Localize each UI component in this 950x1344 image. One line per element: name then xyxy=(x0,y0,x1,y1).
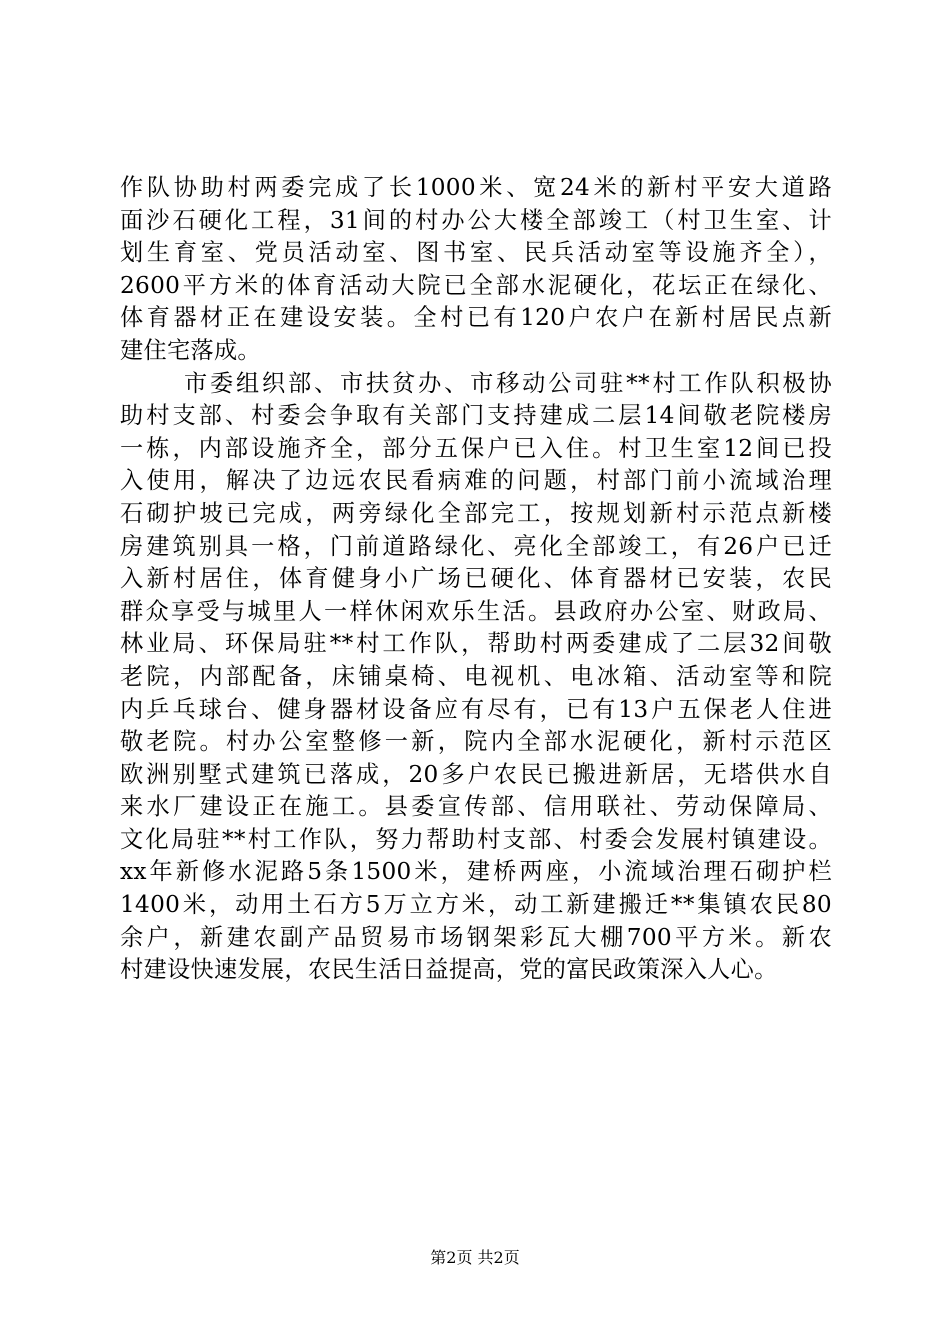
text-line: 文化局驻**村工作队，努力帮助村支部、村委会发展村镇建设。 xyxy=(120,825,832,853)
text-line: 建住宅落成。 xyxy=(120,336,261,364)
text-line: 石砌护坡已完成，两旁绿化全部完工，按规划新村示范点新楼 xyxy=(120,499,832,527)
text-line: 划生育室、党员活动室、图书室、民兵活动室等设施齐全）， xyxy=(120,239,832,267)
text-line: 入使用，解决了边远农民看病难的问题，村部门前小流域治理 xyxy=(120,467,832,495)
text-line: 市委组织部、市扶贫办、市移动公司驻**村工作队积极协 xyxy=(184,369,832,397)
text-line: 内乒乓球台、健身器材设备应有尽有，已有13户五保老人住进 xyxy=(120,695,832,723)
text-line: 面沙石硬化工程，31间的村办公大楼全部竣工（村卫生室、计 xyxy=(120,206,832,234)
text-line: 欧洲别墅式建筑已落成，20多户农民已搬进新居，无塔供水自 xyxy=(120,760,832,788)
text-line: xx年新修水泥路5条1500米，建桥两座，小流域治理石砌护栏 xyxy=(120,858,832,886)
paragraph xyxy=(120,172,832,368)
text-line: 余户，新建农副产品贸易市场钢架彩瓦大棚700平方米。新农 xyxy=(120,923,832,951)
text-line: 村建设快速发展，农民生活日益提高，党的富民政策深入人心。 xyxy=(120,956,778,984)
page-footer: 第2页 共2页 xyxy=(430,1248,520,1267)
text-line: 林业局、环保局驻**村工作队，帮助村两委建成了二层32间敬 xyxy=(120,630,832,658)
text-line: 1400米，动用土石方5万立方米，动工新建搬迁**集镇农民80 xyxy=(120,891,832,919)
text-line: 入新村居住，体育健身小广场已硬化、体育器材已安装，农民 xyxy=(120,565,832,593)
text-line: 房建筑别具一格，门前道路绿化、亮化全部竣工，有26户已迁 xyxy=(120,532,832,560)
text-line: 助村支部、村委会争取有关部门支持建成二层14间敬老院楼房 xyxy=(120,402,832,430)
text-line: 体育器材正在建设安装。全村已有120户农户在新村居民点新 xyxy=(120,304,832,332)
document-body xyxy=(120,172,832,987)
paragraph xyxy=(120,368,832,987)
text-line: 老院，内部配备，床铺桌椅、电视机、电冰箱、活动室等和院 xyxy=(120,662,832,690)
text-line: 群众享受与城里人一样休闲欢乐生活。县政府办公室、财政局、 xyxy=(120,597,832,625)
text-line: 来水厂建设正在施工。县委宣传部、信用联社、劳动保障局、 xyxy=(120,793,832,821)
text-line: 敬老院。村办公室整修一新，院内全部水泥硬化，新村示范区 xyxy=(120,728,832,756)
text-line: 一栋，内部设施齐全，部分五保户已入住。村卫生室12间已投 xyxy=(120,434,832,462)
text-line: 2600平方米的体育活动大院已全部水泥硬化，花坛正在绿化、 xyxy=(120,271,832,299)
text-line: 作队协助村两委完成了长1000米、宽24米的新村平安大道路 xyxy=(120,174,832,201)
